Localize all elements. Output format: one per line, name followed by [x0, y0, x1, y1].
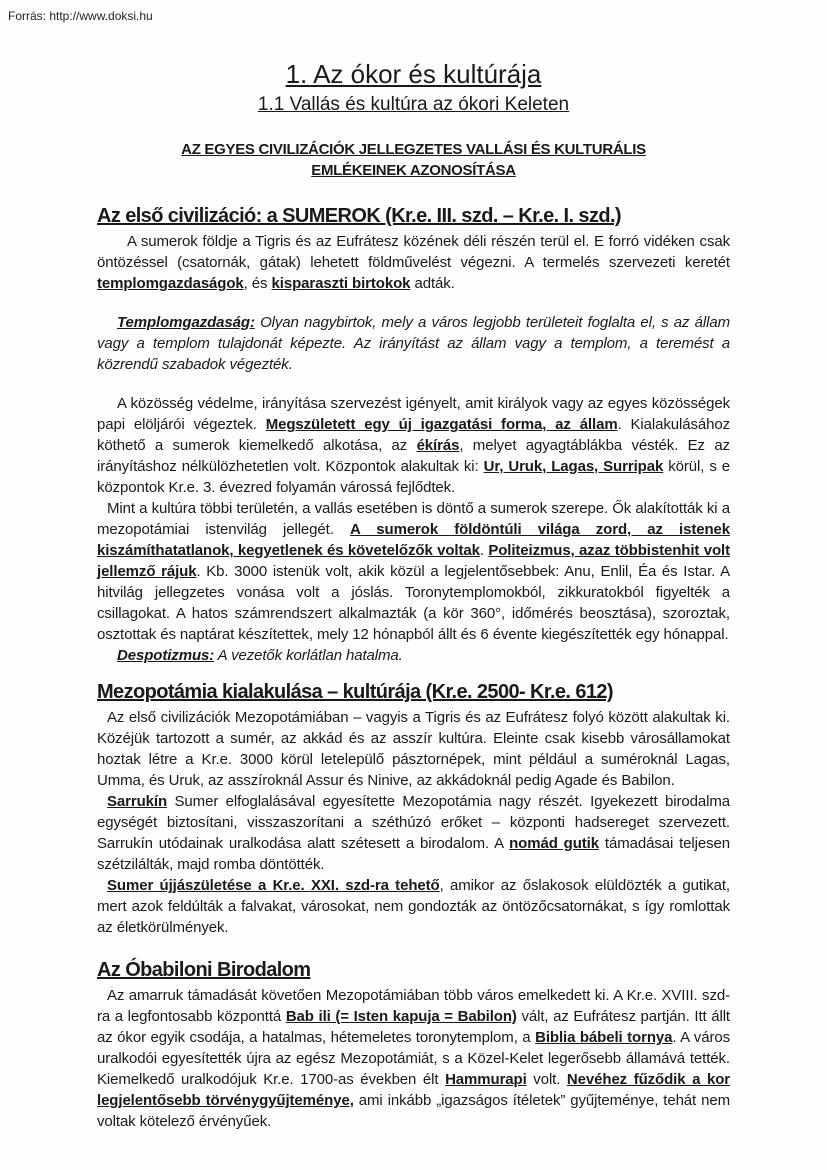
definition-paragraph: [97, 312, 730, 375]
emphasized-text: A sumerok földöntúli világa zord, az istenek kiszámíthatatlanok, kegyetlenek és követelőzők voltak: [97, 521, 731, 559]
text-run: . Kb. 3000 istenük volt, akik közül a legjelentősebbek: Anu, Enlil, Éa és Istar. A hitvilág jellegzetes vonása volt a jóslás. Toronytemplomokból, zikkuratokból figyelték a csillagokat. A hatos számrendszert alkalmazták (a kör 360°, időmérés beosztása), szoroztak, osztottak és naptárat készítettek, mely 12 hónapból állt és 6 évente kiegészítették egy hónappal.: [97, 563, 730, 643]
paragraph: [97, 231, 730, 294]
text-run: , amikor az őslakosok elüldözték a gutikat, mert azok feldúlták a falvakat, városokat, nem gondozták az öntözőcsatornákat, s így romlottak az életkörülmények.: [97, 877, 730, 936]
text-run: Az első civilizációk Mezopotámiában – vagyis a Tigris és az Eufrátesz folyó között alakultak ki. Közéjük tartozott a sumér, az akkád és az asszír kultúra. Eleinte csak kisebb városállamokat hoztak létre a Kr.e. 3000 körül letelepülő pásztornépek, mint például a suméroknál Lagas, Umma, és Uruk, az asszíroknál Assur és Ninive, az akkádoknál pedig Agade és Babilon.: [97, 709, 730, 789]
paragraph: [97, 791, 730, 875]
section-sumerok: [97, 204, 730, 666]
page-title: 1. Az ókor és kultúrája: [285, 59, 542, 89]
emphasized-text: Sumer újjászületése a Kr.e. XXI. szd-ra tehető: [107, 877, 440, 894]
emphasized-text: Sarrukín: [107, 793, 168, 810]
emphasized-text: Ur, Uruk, Lagas, Surripak: [483, 458, 664, 475]
source-note: Forrás: http://www.doksi.hu: [8, 9, 153, 23]
emphasized-text: Despotizmus:: [117, 647, 215, 664]
emphasized-text: nomád gutik: [509, 835, 599, 852]
text-run: . Kialakulásához köthető a sumerok kiemelkedő alkotása, az: [97, 416, 731, 454]
text-run: . A város uralkodói egyesítették újra az egész Mezopotámiát, s a Közel-Kelet legerősebb államává tették. Kiemelkedő uralkodójuk Kr.e. 1700-as években élt: [97, 1029, 730, 1088]
emphasized-text: Nevéhez fűződik a kor legjelentősebb törvénygyűjteménye,: [97, 1071, 730, 1109]
text-run: A közösség védelme, irányítása szervezést igényelt, amit királyok vagy az egyes közösségek papi elöljárói végeztek.: [97, 395, 730, 433]
page-subtitle: 1.1 Vallás és kultúra az ókori Keleten: [257, 94, 570, 115]
document-content: [97, 58, 730, 1132]
text-run: vált, az Eufrátesz partján. Itt állt az ókor egyik csodája, a hatalmas, hétemeletes toronytemplom, a: [97, 1008, 730, 1046]
text-run: Sumer elfoglalásával egyesítette Mezopotámia nagy részét. Igyekezett birodalma egységét biztosítani, visszaszorítani a széthúzó erőket – központi hadsereget szervezett. Sarrukín utódainak uralkodása alatt szétesett a birodalom. A: [97, 793, 730, 852]
text-run: Olyan nagybirtok, mely a város legjobb területeit foglalta el, s az állam vagy a templom tulajdonát képezte. Az irányítást az állam vagy a templom, a teremést a közrendű szabadok végezték.: [97, 314, 730, 373]
text-run: volt.: [526, 1071, 567, 1088]
emphasized-text: Templomgazdaság:: [117, 314, 255, 331]
definition-paragraph: [97, 645, 730, 666]
paragraph: [97, 875, 730, 938]
emphasized-text: templomgazdaságok: [97, 275, 244, 292]
paragraph: [97, 498, 730, 645]
emphasized-text: kisparaszti birtokok: [271, 275, 411, 292]
text-run: A vezetők korlátlan hatalma.: [214, 647, 403, 664]
emphasized-text: Bab ili (= Isten kapuja = Babilon): [285, 1008, 517, 1025]
section-heading-sumerok: Az első civilizáció: a SUMEROK (Kr.e. III. szd. – Kr.e. I. szd.): [97, 205, 621, 227]
text-run: , és: [243, 275, 272, 292]
section-obabiloni: [97, 958, 730, 1132]
section-heading-obabiloni: Az Óbabiloni Birodalom: [97, 959, 311, 981]
text-run: , melyet agyagtáblákba vésték. Ez az irányításhoz nélkülözhetetlen volt. Központok alakultak ki:: [97, 437, 730, 475]
emphasized-text: Politeizmus, azaz többistenhit volt jellemző rájuk: [97, 542, 730, 580]
text-run: .: [479, 542, 489, 559]
text-run: körül, s e központok Kr.e. 3. évezred folyamán várossá fejlődtek.: [97, 458, 730, 496]
emphasized-text: Megszületett egy új igazgatási forma, az állam: [265, 416, 618, 433]
section-heading-mezopotamia: Mezopotámia kialakulása – kultúrája (Kr.e. 2500- Kr.e. 612): [97, 681, 613, 703]
text-run: adták.: [410, 275, 455, 292]
text-run: Mint a kultúra többi területén, a vallás esetében is döntő a sumerok szerepe. Ők alakították ki a mezopotámiai istenvilág jellegét.: [97, 500, 730, 538]
emphasized-text: ékírás: [416, 437, 460, 454]
text-run: támadásai teljesen szétzilálták, majd romba döntötték.: [97, 835, 730, 873]
section-mezopotamia: [97, 680, 730, 938]
paragraph: [97, 707, 730, 791]
text-run: Az amarruk támadását követően Mezopotámiában több város emelkedett ki. A Kr.e. XVIII. szd-ra a legfontosabb központtá: [97, 987, 730, 1025]
paragraph: [97, 985, 730, 1132]
document-caption: AZ EGYES CIVILIZÁCIÓK JELLEGZETES VALLÁSI ÉS KULTURÁLIS EMLÉKEINEK AZONOSÍTÁSA: [181, 141, 646, 179]
text-run: ami inkább „igazságos ítéletek” gyűjteménye, tehát nem voltak kötelező érvényűek.: [97, 1092, 731, 1130]
text-run: A sumerok földje a Tigris és az Eufrátesz közének déli részén terül el. E forró vidéken csak öntözéssel (csatornák, gátak) lehetett földművelést végezni. A termelés szervezeti keretét: [97, 233, 730, 271]
emphasized-text: Biblia bábeli tornya: [535, 1029, 673, 1046]
paragraph: [97, 393, 730, 498]
emphasized-text: Hammurapi: [445, 1071, 527, 1088]
